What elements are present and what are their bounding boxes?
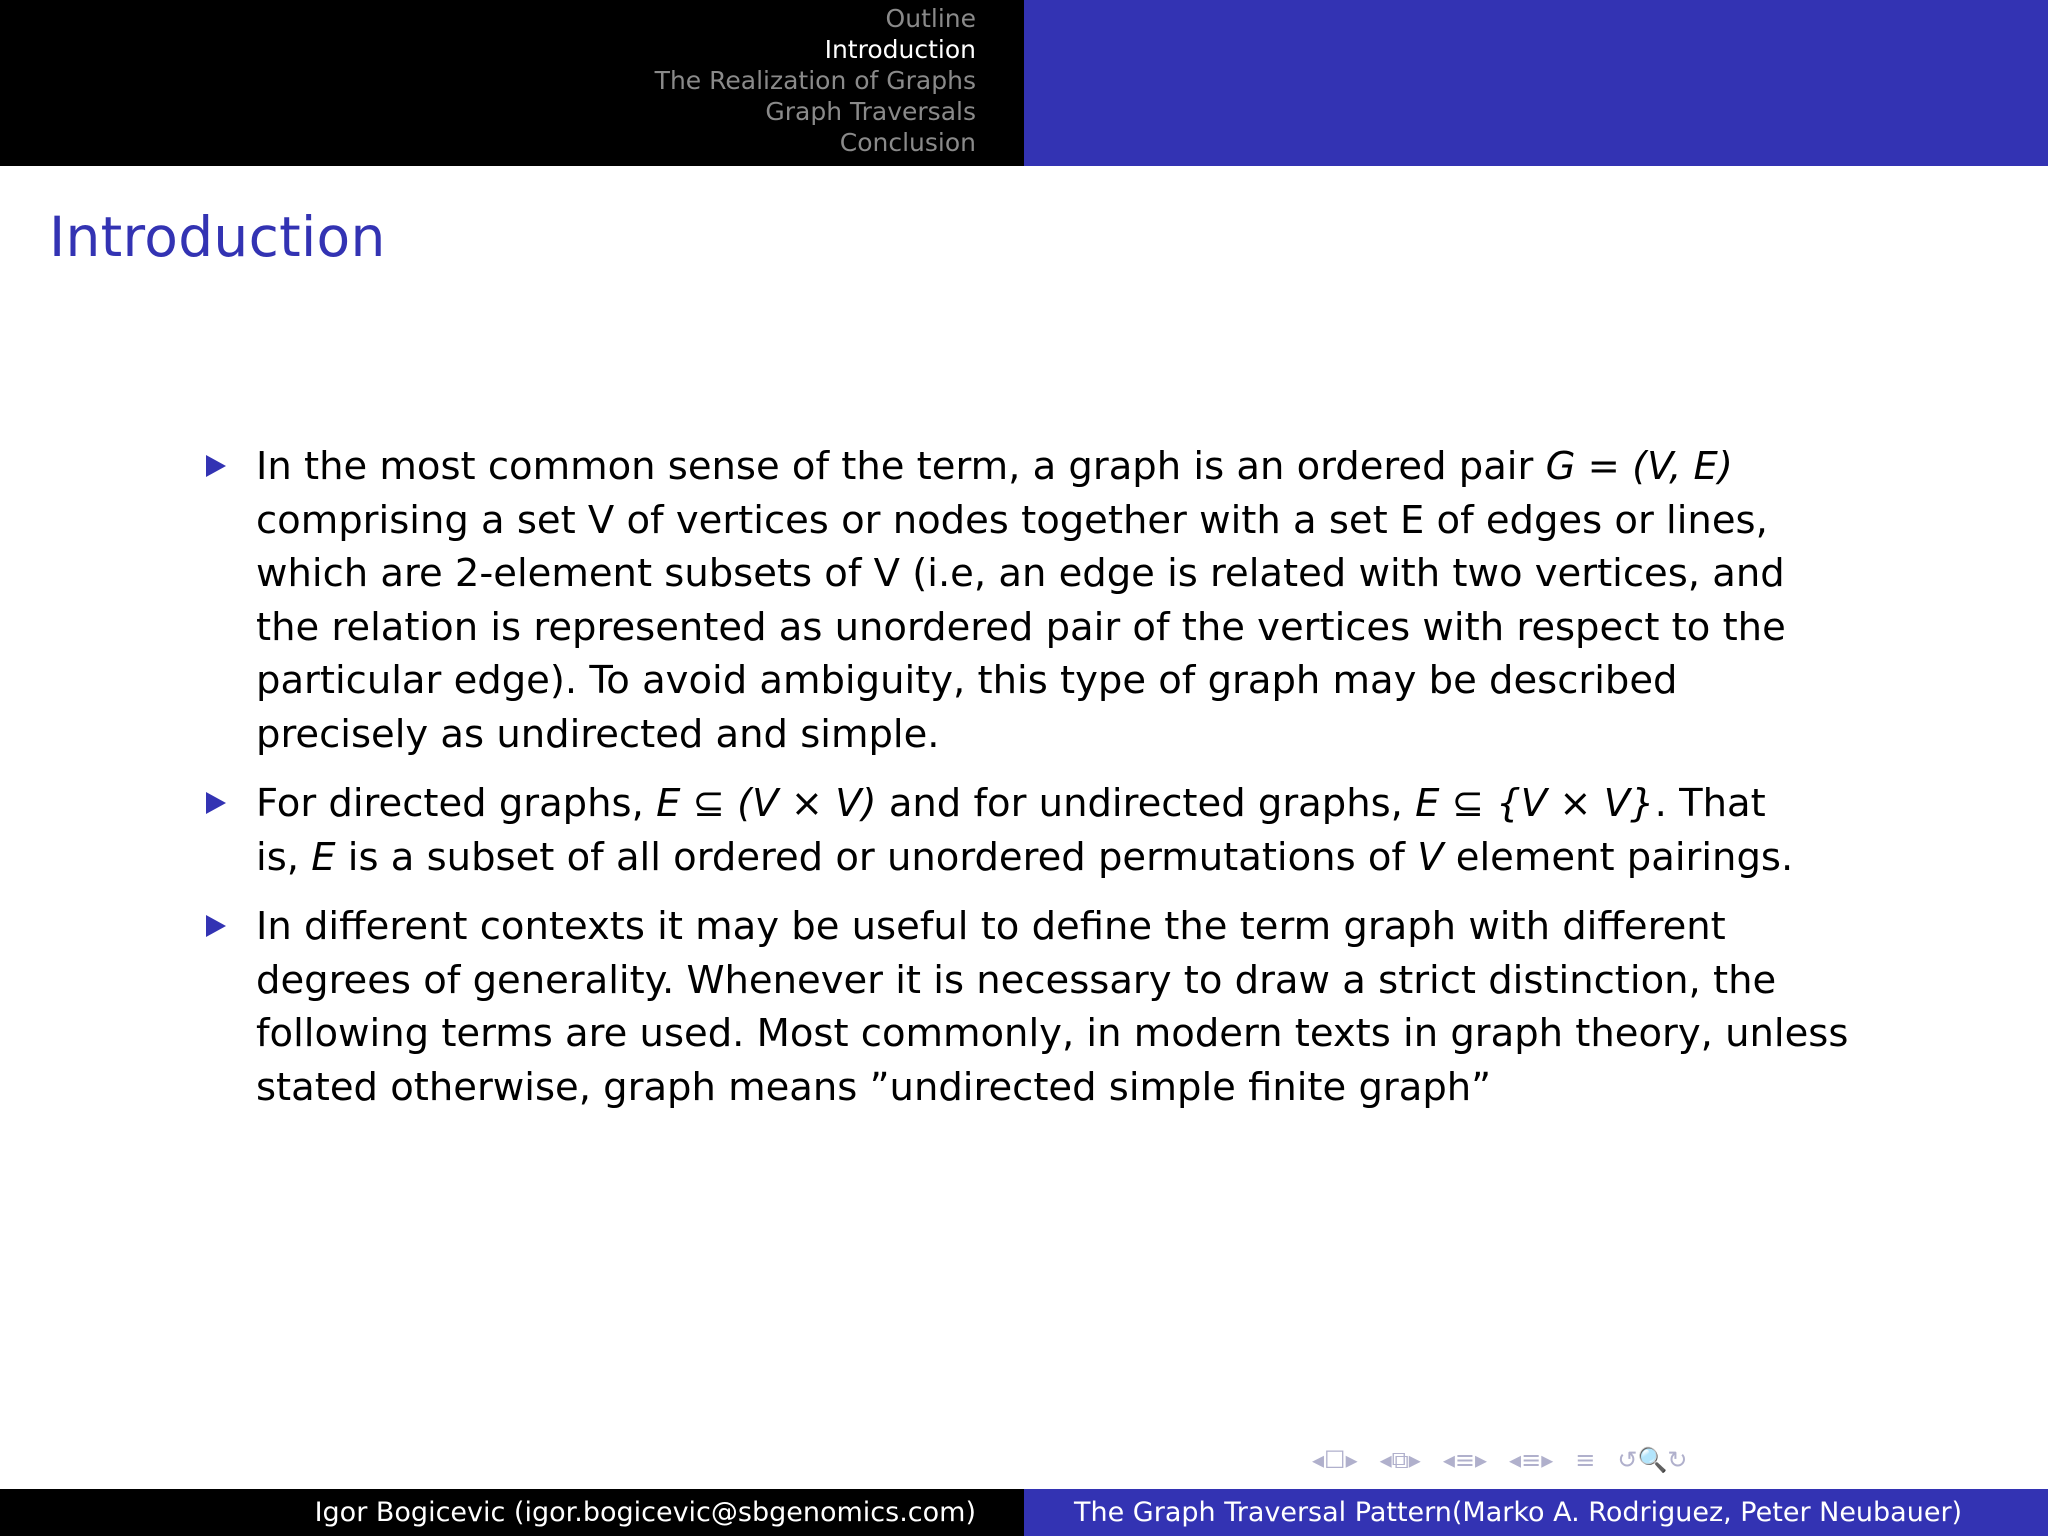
- document-icon[interactable]: ≡: [1575, 1446, 1596, 1474]
- bullet-item-edge-sets: [206, 777, 1906, 884]
- bullet-text: element pairings.: [1443, 834, 1794, 880]
- bullet-triangle-icon: [206, 455, 226, 477]
- math-expression: V: [1417, 834, 1444, 880]
- subsection-icon[interactable]: ⧉: [1391, 1446, 1409, 1474]
- forward-icon[interactable]: ↻: [1667, 1446, 1688, 1474]
- prev-frame-icon[interactable]: ◂: [1312, 1446, 1325, 1474]
- beamer-navigation-symbols: [1312, 1443, 1687, 1477]
- part-icon[interactable]: ≡: [1521, 1446, 1542, 1474]
- bullet-item-generality: [206, 900, 1906, 1114]
- footer-presentation-title: The Graph Traversal Pattern(Marko A. Rodriguez, Peter Neubauer): [1024, 1489, 2048, 1536]
- bullet-text: In different contexts it may be useful to define the term graph with different degrees of generality. Whenever it is necessary to draw a strict distinction, the following terms are used. Most commonly, in modern texts in graph theory, unless stated otherwise, graph means ”undirected simple finite graph”: [256, 904, 1849, 1110]
- nav-item-graph-traversals[interactable]: Graph Traversals: [765, 97, 976, 126]
- bullet-triangle-icon: [206, 915, 226, 937]
- bullet-list: [206, 440, 1906, 1130]
- prev-subsection-icon[interactable]: ◂: [1379, 1446, 1392, 1474]
- footer-author: Igor Bogicevic (igor.bogicevic@sbgenomics.com): [0, 1489, 1024, 1536]
- nav-item-outline[interactable]: Outline: [885, 4, 976, 33]
- frame-icon[interactable]: ☐: [1324, 1446, 1346, 1474]
- frame-title: Introduction: [49, 205, 386, 269]
- section-icon[interactable]: ≡: [1454, 1446, 1475, 1474]
- header-bar: [0, 0, 2048, 166]
- bullet-text: In the most common sense of the term, a graph is an ordered pair: [256, 444, 1546, 489]
- nav-item-introduction[interactable]: Introduction: [824, 35, 976, 64]
- bullet-text: and for undirected graphs,: [876, 781, 1416, 826]
- prev-section-icon[interactable]: ◂: [1442, 1446, 1455, 1474]
- bullet-text: is a subset of all ordered or unordered permutations of: [335, 834, 1418, 880]
- math-expression: E ⊆ (V × V): [656, 781, 877, 826]
- bullet-item-graph-definition: [206, 440, 1906, 761]
- next-subsection-icon[interactable]: ▸: [1408, 1446, 1421, 1474]
- next-frame-icon[interactable]: ▸: [1345, 1446, 1358, 1474]
- bullet-text: For directed graphs,: [256, 781, 657, 826]
- math-expression: E ⊆ {V × V}: [1415, 781, 1655, 826]
- bullet-triangle-icon: [206, 792, 226, 814]
- nav-item-conclusion[interactable]: Conclusion: [839, 128, 976, 157]
- header-right-panel: [1024, 0, 2048, 166]
- back-icon[interactable]: ↺: [1617, 1446, 1638, 1474]
- footer-bar: [0, 1489, 2048, 1536]
- nav-item-realization-of-graphs[interactable]: The Realization of Graphs: [654, 66, 976, 95]
- bullet-text: . That is,: [256, 781, 1766, 880]
- next-part-icon[interactable]: ▸: [1541, 1446, 1554, 1474]
- prev-part-icon[interactable]: ◂: [1509, 1446, 1522, 1474]
- header-left-panel: [0, 0, 1024, 166]
- bullet-text: comprising a set V of vertices or nodes together with a set E of edges or lines, which are 2-element subsets of V (i.e, an edge is related with two vertices, and the relation is represented as unordered pair of the vertices with respect to the particular edge). To avoid ambiguity, this type of graph may be described precisely as undirected and simple.: [256, 497, 1786, 757]
- section-navigation: [655, 3, 976, 158]
- next-section-icon[interactable]: ▸: [1475, 1446, 1488, 1474]
- math-expression: E: [311, 834, 336, 880]
- math-expression: G = (V, E): [1545, 444, 1733, 489]
- search-icon[interactable]: 🔍: [1637, 1446, 1668, 1474]
